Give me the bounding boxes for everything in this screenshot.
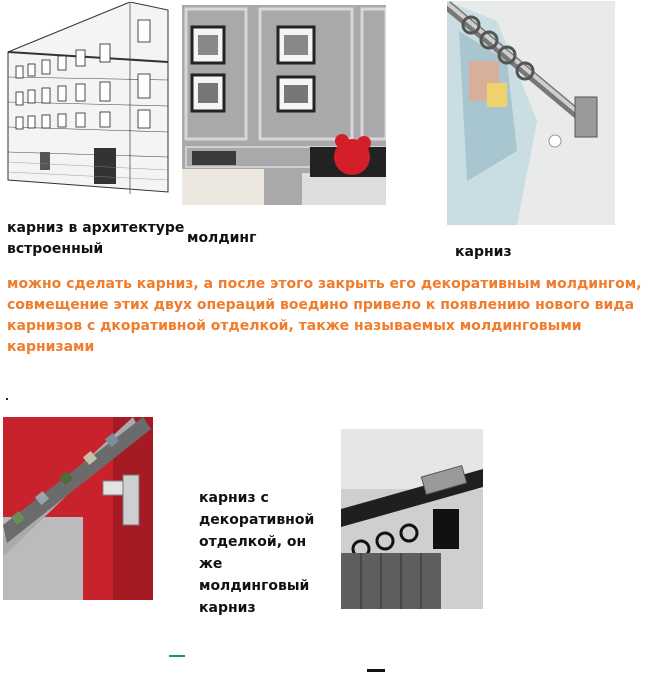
gray-wall-cornice-image [341,429,483,609]
explanation-note: можно сделать карниз, а после этого закрыть его декоративным молдингом, совмещение этих двух операций воедино привело к появлению нового вида карнизов с дкоративной отделкой, также называемых молдинговыми карнизами [7,276,642,355]
caption-rod: карниз [455,244,512,260]
building-sketch-image [2,2,174,202]
curtain-rod-image [447,1,615,225]
teal-mark [169,655,185,657]
caption-decorative: карниз с декоративной отделкой, он же молдинговый карниз [199,490,315,616]
black-mark [367,669,385,672]
caption-molding: молдинг [187,230,257,246]
red-wall-cornice-image [3,417,153,600]
caption-architecture: карниз в архитектуре встроенный [7,220,185,257]
molding-interior-image [182,5,386,205]
dot-mark [6,398,8,400]
